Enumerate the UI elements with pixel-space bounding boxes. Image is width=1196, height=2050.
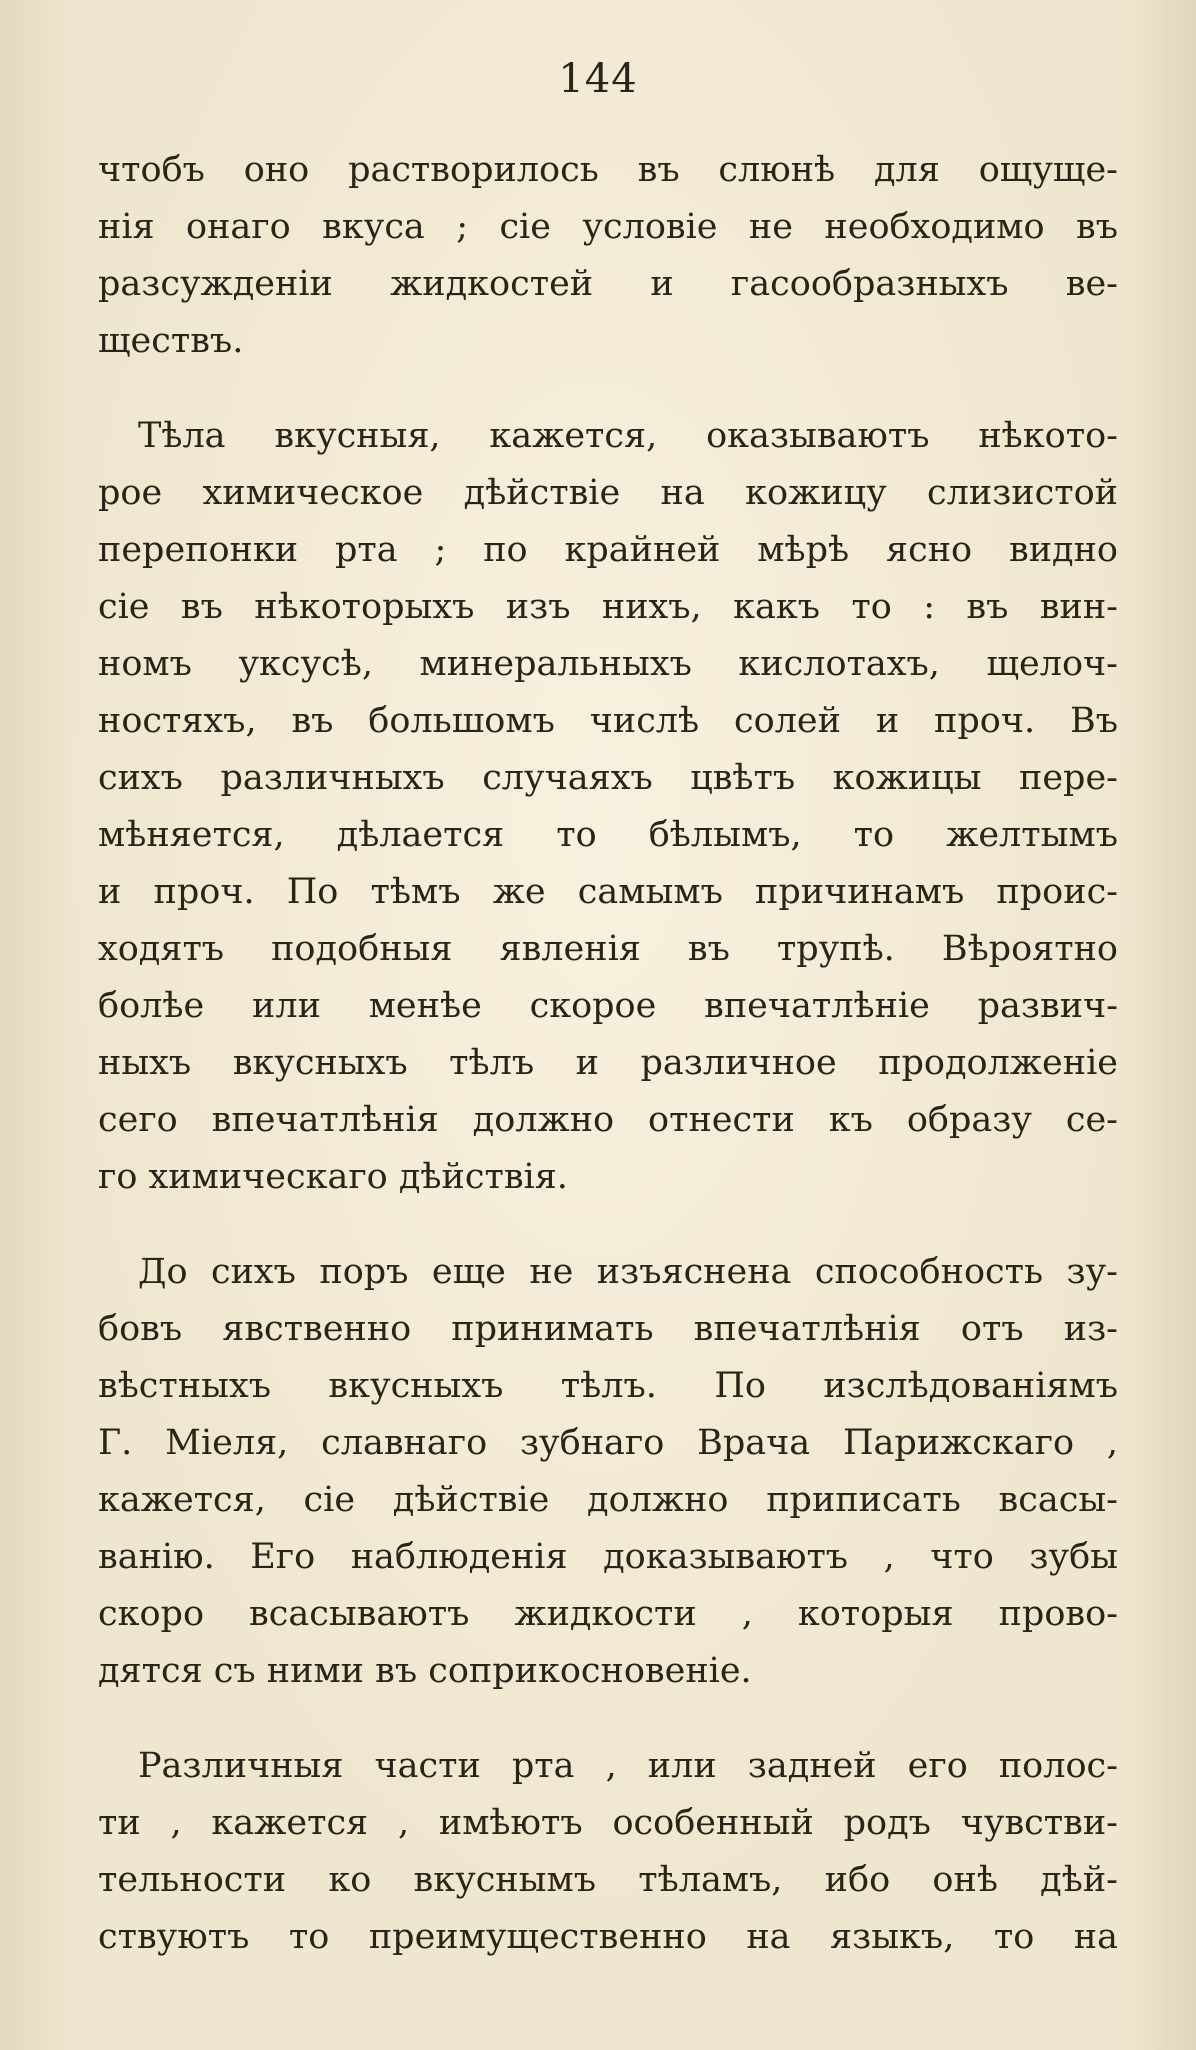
page-number: 144 <box>558 56 638 102</box>
text-line: разсужденіи жидкостей и гасообразныхъ ве- <box>98 264 1118 304</box>
paragraph <box>98 408 1118 1206</box>
text-line: перепонки рта ; по крайней мѣрѣ ясно видно <box>98 530 1118 570</box>
text-line: тельности ко вкуснымъ тѣламъ, ибо онѣ дѣй- <box>98 1860 1118 1900</box>
text-line: Г. Міеля, славнаго зубнаго Врача Парижскаго , <box>98 1423 1118 1463</box>
text-line: ныхъ вкусныхъ тѣлъ и различное продолженіе <box>98 1043 1118 1083</box>
text-line: До сихъ поръ еще не изъяснена способность зу- <box>138 1252 1118 1292</box>
text-line: номъ уксусѣ, минеральныхъ кислотахъ, щелоч- <box>98 644 1118 684</box>
paragraph <box>98 1738 1118 1966</box>
text-line: сихъ различныхъ случаяхъ цвѣтъ кожицы пере- <box>98 758 1118 798</box>
paragraph <box>98 142 1118 370</box>
text-line: скоро всасываютъ жидкости , которыя прово- <box>98 1594 1118 1634</box>
text-line: рое химическое дѣйствіе на кожицу слизистой <box>98 473 1118 513</box>
text-line: и проч. По тѣмъ же самымъ причинамъ проис- <box>98 872 1118 912</box>
text-line: бовъ явственно принимать впечатлѣнія отъ из- <box>98 1309 1118 1349</box>
text-line: мѣняется, дѣлается то бѣлымъ, то желтымъ <box>98 815 1118 855</box>
text-line: ванію. Его наблюденія доказываютъ , что зубы <box>98 1537 1118 1577</box>
text-line: ностяхъ, въ большомъ числѣ солей и проч. Въ <box>98 701 1118 741</box>
body-text <box>98 142 1118 2004</box>
text-line: дятся съ ними въ соприкосновеніе. <box>98 1651 752 1691</box>
text-line: го химическаго дѣйствія. <box>98 1157 568 1197</box>
text-line: ствуютъ то преимущественно на языкъ, то на <box>98 1917 1118 1957</box>
text-line: болѣе или менѣе скорое впечатлѣніе развич- <box>98 986 1118 1026</box>
text-line: сего впечатлѣнія должно отнести къ образу се- <box>98 1100 1118 1140</box>
text-line: вѣстныхъ вкусныхъ тѣлъ. По изслѣдованіямъ <box>98 1366 1118 1406</box>
text-line: ходятъ подобныя явленія въ трупѣ. Вѣроятно <box>98 929 1118 969</box>
paragraph <box>98 1244 1118 1700</box>
text-line: нія онаго вкуса ; сіе условіе не необходимо въ <box>98 207 1118 247</box>
text-line: Различныя части рта , или задней его полос- <box>138 1746 1118 1786</box>
text-line: кажется, сіе дѣйствіе должно приписать всасы- <box>98 1480 1118 1520</box>
text-line: сіе въ нѣкоторыхъ изъ нихъ, какъ то : въ вин- <box>98 587 1118 627</box>
text-line: Тѣла вкусныя, кажется, оказываютъ нѣкото- <box>138 416 1118 456</box>
text-line: чтобъ оно растворилось въ слюнѣ для ощуще- <box>98 150 1118 190</box>
text-line: ществъ. <box>98 321 244 361</box>
text-line: ти , кажется , имѣютъ особенный родъ чувстви- <box>98 1803 1118 1843</box>
